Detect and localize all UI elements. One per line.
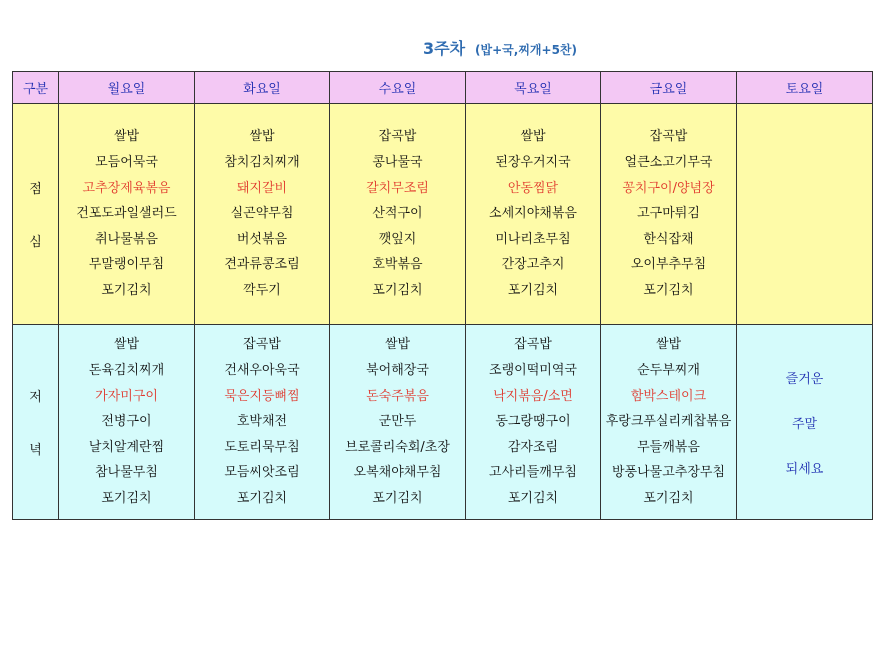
main-dish: 돈숙주볶음 (366, 388, 429, 404)
menu-item: 간장고추지 (501, 257, 565, 273)
menu-item: 오복채야채무침 (353, 465, 442, 481)
weekend-message (737, 368, 872, 477)
menu-item: 얼큰소고기무국 (624, 155, 713, 171)
meal-composition-note: (밥+국,찌개+5찬) (475, 43, 577, 57)
menu-item: 동그랑땡구이 (495, 414, 571, 430)
dinner-row (13, 325, 873, 520)
menu-item: 쌀밥 (520, 129, 546, 145)
main-dish: 돼지갈비 (236, 180, 288, 196)
lunch-tuesday-cell (195, 104, 330, 325)
dinner-label-char: 녁 (29, 443, 42, 458)
menu-item: 북어해장국 (366, 363, 429, 379)
lunch-row (13, 104, 873, 325)
menu-item: 포기김치 (507, 282, 559, 298)
menu-item: 미나리초무침 (495, 231, 571, 247)
lunch-label-char: 점 (29, 182, 42, 197)
menu-item: 쌀밥 (113, 129, 140, 145)
menu-item: 깍두기 (243, 282, 281, 298)
dinner-label-cell (13, 325, 59, 520)
menu-item: 참나물무침 (95, 465, 158, 481)
header-tuesday: 화요일 (195, 72, 330, 104)
dinner-wednesday-cell (330, 325, 466, 520)
header-thursday: 목요일 (466, 72, 601, 104)
menu-item: 브로콜리숙회/초장 (345, 439, 450, 455)
menu-item: 날치알계란찜 (88, 439, 165, 455)
menu-item: 포기김치 (643, 490, 694, 506)
dinner-tuesday-cell (195, 325, 330, 520)
main-dish: 꽁치구이/양념장 (622, 180, 715, 196)
menu-item: 돈육김치찌개 (88, 363, 165, 379)
menu-item: 쌀밥 (113, 337, 140, 353)
lunch-friday-cell (601, 104, 737, 325)
weekend-message-line: 되세요 (785, 461, 824, 477)
menu-item: 포기김치 (372, 282, 423, 298)
menu-title (0, 36, 880, 60)
menu-item: 잡곡밥 (514, 337, 552, 353)
header-category: 구분 (13, 72, 59, 104)
lunch-label-char: 심 (29, 235, 42, 250)
menu-item: 호박채전 (236, 414, 288, 430)
menu-item: 실곤약무침 (230, 206, 294, 222)
menu-item: 포기김치 (507, 490, 559, 506)
menu-item: 한식잡채 (643, 231, 694, 247)
header-wednesday: 수요일 (330, 72, 466, 104)
header-monday: 월요일 (59, 72, 195, 104)
menu-item: 잡곡밥 (378, 129, 417, 145)
menu-item: 참치김치찌개 (224, 155, 300, 171)
main-dish: 가자미구이 (95, 388, 158, 404)
menu-item: 된장우거지국 (495, 155, 571, 171)
menu-item: 깻잎지 (378, 231, 417, 247)
main-dish: 묵은지등뼈찜 (224, 388, 300, 404)
menu-item: 건포도과일샐러드 (76, 206, 177, 222)
dinner-label-char: 저 (29, 390, 42, 405)
menu-item: 전병구이 (101, 414, 152, 430)
menu-item: 도토리묵무침 (224, 439, 300, 455)
menu-item: 조랭이떡미역국 (489, 363, 577, 379)
dinner-saturday-cell (737, 325, 873, 520)
lunch-wednesday-cell (330, 104, 466, 325)
main-dish: 함박스테이크 (630, 388, 707, 404)
menu-item: 군만두 (378, 414, 417, 430)
menu-item: 고사리들깨무침 (489, 465, 577, 481)
menu-item: 순두부찌개 (637, 363, 700, 379)
lunch-thursday-cell (466, 104, 601, 325)
menu-item: 쌀밥 (384, 337, 411, 353)
header-saturday: 토요일 (737, 72, 873, 104)
menu-item: 후랑크푸실리케찹볶음 (605, 414, 732, 430)
menu-item: 포기김치 (101, 490, 152, 506)
menu-item: 소세지야채볶음 (489, 206, 577, 222)
menu-item: 산적구이 (372, 206, 423, 222)
menu-item: 모듬어묵국 (95, 155, 158, 171)
menu-item: 모듬씨앗조림 (224, 465, 300, 481)
menu-item: 쌀밥 (655, 337, 682, 353)
menu-item: 잡곡밥 (243, 337, 281, 353)
dinner-monday-cell (59, 325, 195, 520)
lunch-monday-cell (59, 104, 195, 325)
header-row (13, 72, 873, 104)
menu-item: 견과류콩조림 (224, 257, 300, 273)
menu-item: 취나물볶음 (95, 231, 158, 247)
menu-item: 포기김치 (101, 282, 152, 298)
weekend-message-line: 즐거운 (785, 371, 824, 387)
menu-item: 방풍나물고추장무침 (611, 465, 726, 481)
header-friday: 금요일 (601, 72, 737, 104)
main-dish: 갈치무조림 (366, 180, 429, 196)
menu-item: 고구마튀김 (637, 206, 700, 222)
menu-item: 잡곡밥 (649, 129, 688, 145)
menu-item: 포기김치 (236, 490, 288, 506)
lunch-label-cell (13, 104, 59, 325)
main-dish: 안동찜닭 (507, 180, 559, 196)
main-dish: 고추장제육볶음 (82, 180, 171, 196)
menu-item: 포기김치 (643, 282, 694, 298)
week-title: 3주차 (423, 39, 466, 58)
menu-item: 호박볶음 (372, 257, 423, 273)
weekly-meal-table (12, 71, 873, 520)
menu-item: 버섯볶음 (236, 231, 288, 247)
menu-item: 무들깨볶음 (637, 439, 700, 455)
dinner-friday-cell (601, 325, 737, 520)
weekend-message-line: 주말 (791, 416, 818, 432)
menu-item: 감자조림 (507, 439, 559, 455)
menu-item: 콩나물국 (372, 155, 423, 171)
dinner-thursday-cell (466, 325, 601, 520)
menu-item: 포기김치 (372, 490, 423, 506)
lunch-saturday-cell (737, 104, 873, 325)
main-dish: 낙지볶음/소면 (493, 388, 573, 404)
menu-item: 오이부추무침 (630, 257, 707, 273)
menu-item: 건새우아욱국 (224, 363, 300, 379)
menu-item: 무말랭이무침 (88, 257, 165, 273)
menu-item: 쌀밥 (249, 129, 275, 145)
